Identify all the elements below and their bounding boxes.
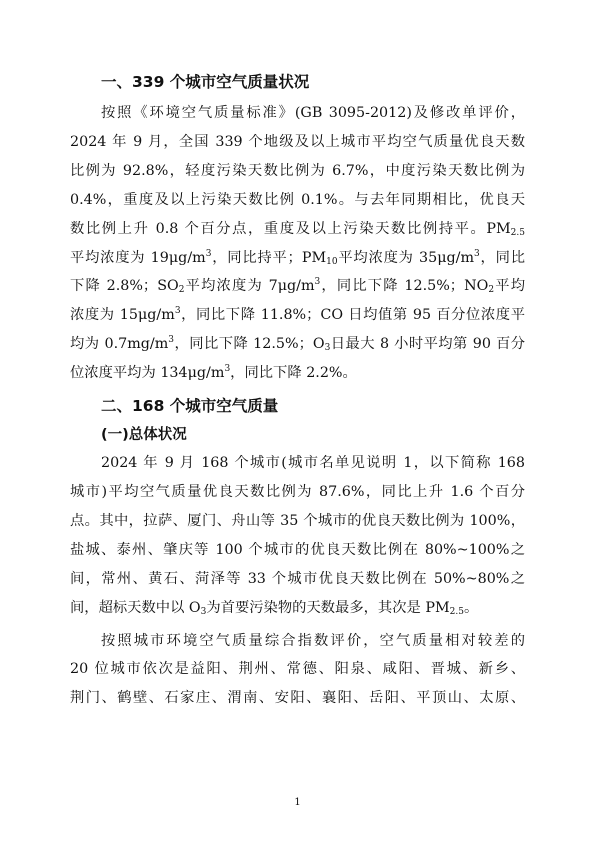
text-segment: 均为 0.7mg/m bbox=[70, 336, 169, 353]
text-line: 按照《环境空气质量标准》(GB 3095-2012)及修改单评价， bbox=[101, 105, 525, 121]
superscript: 3 bbox=[224, 364, 231, 375]
text-segment: ，同比下降 12.5%；NO bbox=[320, 278, 489, 295]
text-line: 间，常州、黄石、菏泽等 33 个城市优良天数比例在 50%~80%之 bbox=[70, 570, 525, 587]
text-segment: 平均 bbox=[494, 278, 525, 295]
paragraph-339-cities bbox=[70, 99, 525, 388]
text-line: 城市)平均空气质量优良天数比例为 87.6%，同比上升 1.6 个百分 bbox=[70, 483, 525, 500]
text-segment: ，同比持平；PM bbox=[211, 249, 327, 266]
superscript: 3 bbox=[474, 248, 480, 259]
text-line bbox=[70, 359, 525, 388]
text-segment: 日最大 8 小时平均第 90 百分 bbox=[330, 336, 525, 353]
text-line: 点。其中，拉萨、厦门、舟山等 35 个城市的优良天数比例为 100%， bbox=[70, 512, 525, 529]
text-line bbox=[70, 272, 525, 301]
text-segment: 。 bbox=[463, 599, 479, 616]
text-line: 荆门、鹤壁、石家庄、渭南、安阳、襄阳、岳阳、平顶山、太原、 bbox=[70, 690, 525, 707]
superscript: 3 bbox=[205, 248, 212, 259]
text-segment: 位浓度平均为 134μg/m bbox=[70, 365, 225, 382]
subscript: 10 bbox=[326, 256, 338, 267]
text-line: 2024 年 9 月 168 个城市(城市名单见说明 1，以下简称 168 bbox=[101, 455, 525, 472]
subsection-heading-overall: (一)总体状况 bbox=[101, 427, 187, 444]
section-heading-168-cities: 二、168 个城市空气质量 bbox=[101, 397, 279, 416]
text-line: 比例为 92.8%，轻度污染天数比例为 6.7%，中度污染天数比例为 bbox=[70, 162, 525, 179]
superscript: 3 bbox=[174, 306, 181, 317]
subscript: 3 bbox=[324, 343, 331, 354]
text-segment: ，同比下降 2.2%。 bbox=[230, 365, 357, 382]
text-segment: 下降 2.8%；SO bbox=[70, 278, 179, 295]
text-line: 2024 年 9 月，全国 339 个地级及以上城市平均空气质量优良天数 bbox=[70, 133, 525, 150]
superscript: 3 bbox=[314, 277, 321, 288]
text-line bbox=[70, 301, 525, 330]
text-segment: ，同比 bbox=[479, 249, 525, 266]
subscript: 2.5 bbox=[449, 606, 464, 617]
subscript: 3 bbox=[200, 606, 207, 617]
text-segment: 平均浓度为 19μg/m bbox=[70, 249, 206, 266]
text-segment: 数比例上升 0.8 个百分点，重度及以上污染天数比例持平。PM bbox=[70, 220, 511, 237]
text-line bbox=[70, 215, 525, 244]
subscript: 2 bbox=[488, 285, 495, 296]
document-body bbox=[70, 68, 525, 713]
text-segment: ，同比下降 11.8%；CO 日均值第 95 百分位浓度平 bbox=[180, 307, 525, 324]
text-segment: 平均浓度为 35μg/m bbox=[337, 249, 475, 266]
text-segment: 平均浓度为 7μg/m bbox=[184, 278, 315, 295]
paragraph-worst-20-cities bbox=[70, 627, 525, 714]
page-number: 1 bbox=[294, 797, 301, 808]
text-line bbox=[70, 594, 525, 623]
paragraph-168-cities-overview bbox=[70, 449, 525, 622]
text-line bbox=[70, 244, 525, 273]
text-segment: ，同比下降 12.5%；O bbox=[174, 336, 325, 353]
text-segment: 为首要污染物的天数最多，其次是 PM bbox=[206, 599, 450, 616]
subscript: 2 bbox=[178, 285, 185, 296]
superscript: 3 bbox=[168, 335, 175, 346]
subscript: 2.5 bbox=[510, 227, 525, 238]
text-line: 盐城、泰州、肇庆等 100 个城市的优良天数比例在 80%~100%之 bbox=[70, 541, 525, 558]
section-heading-339-cities: 一、339 个城市空气质量状况 bbox=[101, 73, 310, 91]
text-line: 按照城市环境空气质量综合指数评价，空气质量相对较差的 bbox=[101, 632, 525, 649]
text-line: 0.4%，重度及以上污染天数比例 0.1%。与去年同期相比，优良天 bbox=[70, 191, 525, 208]
text-line bbox=[70, 330, 525, 359]
text-line: 20 位城市依次是益阳、荆州、常德、阳泉、咸阳、晋城、新乡、 bbox=[70, 661, 525, 678]
text-segment: 间，超标天数中以 O bbox=[70, 599, 201, 616]
text-segment: 浓度为 15μg/m bbox=[70, 307, 175, 324]
